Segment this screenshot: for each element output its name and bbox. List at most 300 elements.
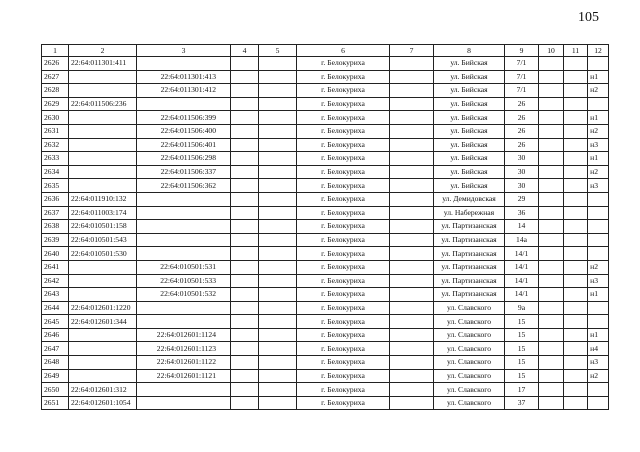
table-cell: [539, 328, 564, 342]
table-cell: 2648: [42, 356, 69, 370]
table-cell: г. Белокуриха: [297, 206, 390, 220]
table-cell: 2639: [42, 233, 69, 247]
table-cell: [137, 396, 231, 410]
table-cell: ул. Бийская: [434, 179, 505, 193]
table-cell: [539, 206, 564, 220]
table-cell: [69, 152, 137, 166]
table-row: [42, 301, 609, 315]
table-cell: [390, 274, 434, 288]
table-cell: 22:64:011003:174: [69, 206, 137, 220]
table-cell: [259, 396, 297, 410]
table-cell: 22:64:011301:411: [69, 57, 137, 71]
table-cell: [259, 274, 297, 288]
table-cell: г. Белокуриха: [297, 70, 390, 84]
table-cell: н2: [588, 165, 609, 179]
table-cell: [390, 233, 434, 247]
table-cell: 22:64:011506:298: [137, 152, 231, 166]
table-cell: [137, 233, 231, 247]
table-cell: н2: [588, 84, 609, 98]
table-cell: г. Белокуриха: [297, 220, 390, 234]
table-cell: [539, 97, 564, 111]
table-cell: ул. Партизанская: [434, 274, 505, 288]
table-cell: 36: [505, 206, 539, 220]
table-cell: [259, 328, 297, 342]
table-row: [42, 260, 609, 274]
table-cell: [231, 138, 259, 152]
table-cell: 22:64:010501:531: [137, 260, 231, 274]
table-cell: н1: [588, 70, 609, 84]
table-cell: 30: [505, 179, 539, 193]
table-cell: г. Белокуриха: [297, 233, 390, 247]
table-cell: [259, 70, 297, 84]
table-cell: [588, 383, 609, 397]
column-header: 7: [390, 45, 434, 57]
column-header: 12: [588, 45, 609, 57]
table-cell: [564, 97, 588, 111]
table-cell: [69, 328, 137, 342]
table-cell: [564, 328, 588, 342]
table-cell: [564, 70, 588, 84]
table-cell: 15: [505, 315, 539, 329]
table-cell: [137, 192, 231, 206]
table-cell: [588, 192, 609, 206]
table-cell: 2629: [42, 97, 69, 111]
table-cell: [539, 383, 564, 397]
table-cell: 14а: [505, 233, 539, 247]
table-row: [42, 124, 609, 138]
table-row: [42, 356, 609, 370]
table-cell: 2630: [42, 111, 69, 125]
table-cell: [69, 70, 137, 84]
table-row: [42, 179, 609, 193]
table-cell: 9а: [505, 301, 539, 315]
table-cell: ул. Партизанская: [434, 220, 505, 234]
table-cell: [69, 356, 137, 370]
table-cell: [539, 342, 564, 356]
table-cell: 30: [505, 165, 539, 179]
table-cell: [231, 111, 259, 125]
table-cell: [539, 220, 564, 234]
table-cell: [231, 152, 259, 166]
table-cell: [259, 260, 297, 274]
table-cell: [390, 396, 434, 410]
table-cell: ул. Славского: [434, 315, 505, 329]
table-cell: г. Белокуриха: [297, 192, 390, 206]
table-cell: г. Белокуриха: [297, 356, 390, 370]
table-cell: [69, 260, 137, 274]
table-row: [42, 165, 609, 179]
table-cell: г. Белокуриха: [297, 301, 390, 315]
table-cell: [259, 138, 297, 152]
table-cell: 22:64:011301:413: [137, 70, 231, 84]
table-cell: ул. Славского: [434, 356, 505, 370]
table-cell: ул. Бийская: [434, 152, 505, 166]
table-cell: [69, 274, 137, 288]
table-cell: 2632: [42, 138, 69, 152]
table-cell: [259, 301, 297, 315]
table-row: [42, 97, 609, 111]
table-cell: [69, 342, 137, 356]
table-cell: [588, 233, 609, 247]
table-cell: 22:64:011301:412: [137, 84, 231, 98]
table-cell: [588, 315, 609, 329]
table-cell: [231, 260, 259, 274]
table-cell: [231, 288, 259, 302]
table-cell: ул. Бийская: [434, 165, 505, 179]
table-cell: [564, 192, 588, 206]
table-cell: ул. Бийская: [434, 97, 505, 111]
table-cell: [231, 192, 259, 206]
table-row: [42, 192, 609, 206]
table-cell: 2628: [42, 84, 69, 98]
table-cell: 2626: [42, 57, 69, 71]
table-cell: 22:64:011506:362: [137, 179, 231, 193]
table-cell: [539, 260, 564, 274]
table-cell: [231, 274, 259, 288]
table-cell: [231, 70, 259, 84]
table-cell: 15: [505, 356, 539, 370]
table-cell: [69, 84, 137, 98]
register-table: [41, 44, 609, 410]
table-cell: [564, 220, 588, 234]
table-row: [42, 288, 609, 302]
table-cell: [390, 288, 434, 302]
table-cell: [259, 288, 297, 302]
table-cell: 7/1: [505, 70, 539, 84]
table-cell: 2645: [42, 315, 69, 329]
table-cell: 2642: [42, 274, 69, 288]
table-cell: н2: [588, 369, 609, 383]
table-cell: 14: [505, 220, 539, 234]
table-cell: [390, 111, 434, 125]
table-cell: 15: [505, 369, 539, 383]
table-cell: 22:64:012601:1220: [69, 301, 137, 315]
table-cell: ул. Бийская: [434, 57, 505, 71]
column-header: 10: [539, 45, 564, 57]
table-cell: [390, 165, 434, 179]
table-cell: ул. Партизанская: [434, 233, 505, 247]
table-cell: [588, 57, 609, 71]
table-cell: [588, 396, 609, 410]
table-cell: [259, 247, 297, 261]
table-cell: [259, 97, 297, 111]
column-header: 8: [434, 45, 505, 57]
table-cell: [69, 124, 137, 138]
table-cell: [539, 165, 564, 179]
table-cell: [69, 179, 137, 193]
table-cell: [390, 301, 434, 315]
table-cell: н3: [588, 356, 609, 370]
table-cell: [231, 356, 259, 370]
table-cell: 2627: [42, 70, 69, 84]
table-row: [42, 206, 609, 220]
table-body: [42, 57, 609, 410]
column-header: 4: [231, 45, 259, 57]
column-header: 6: [297, 45, 390, 57]
table-cell: [564, 111, 588, 125]
table-cell: ул. Славского: [434, 383, 505, 397]
table-cell: [259, 57, 297, 71]
table-cell: 22:64:012601:312: [69, 383, 137, 397]
table-cell: [564, 369, 588, 383]
table-cell: 26: [505, 124, 539, 138]
table-cell: [137, 315, 231, 329]
header-row: [42, 45, 609, 57]
table-cell: н2: [588, 124, 609, 138]
table-cell: 37: [505, 396, 539, 410]
table-row: [42, 70, 609, 84]
column-header: 3: [137, 45, 231, 57]
table-cell: [564, 356, 588, 370]
table-cell: [539, 288, 564, 302]
table-cell: [390, 369, 434, 383]
table-cell: [588, 247, 609, 261]
table-cell: [69, 369, 137, 383]
table-cell: [564, 301, 588, 315]
table-cell: 22:64:012601:1122: [137, 356, 231, 370]
table-cell: 22:64:010501:530: [69, 247, 137, 261]
table-cell: [588, 206, 609, 220]
table-cell: н3: [588, 274, 609, 288]
table-cell: [231, 383, 259, 397]
table-cell: 29: [505, 192, 539, 206]
table-cell: [539, 84, 564, 98]
table-cell: [259, 356, 297, 370]
table-cell: 26: [505, 138, 539, 152]
table-cell: [539, 192, 564, 206]
table-cell: [390, 138, 434, 152]
table-cell: [259, 152, 297, 166]
table-cell: [539, 274, 564, 288]
table-cell: 22:64:012601:1124: [137, 328, 231, 342]
table-cell: [390, 192, 434, 206]
table-cell: [231, 165, 259, 179]
table-cell: [564, 274, 588, 288]
table-cell: 22:64:011506:399: [137, 111, 231, 125]
table-cell: 15: [505, 342, 539, 356]
table-cell: 14/1: [505, 260, 539, 274]
table-cell: [231, 84, 259, 98]
table-cell: 2643: [42, 288, 69, 302]
table-cell: [564, 396, 588, 410]
table-cell: н4: [588, 342, 609, 356]
table-cell: [564, 342, 588, 356]
table-cell: [231, 97, 259, 111]
table-cell: 22:64:012601:1123: [137, 342, 231, 356]
table-cell: [564, 152, 588, 166]
table-cell: 26: [505, 111, 539, 125]
table-cell: [588, 301, 609, 315]
table-cell: [259, 315, 297, 329]
table-cell: г. Белокуриха: [297, 247, 390, 261]
table-cell: [259, 220, 297, 234]
table-cell: [539, 247, 564, 261]
table-cell: ул. Славского: [434, 342, 505, 356]
table-cell: г. Белокуриха: [297, 138, 390, 152]
table-cell: [390, 247, 434, 261]
table-cell: г. Белокуриха: [297, 260, 390, 274]
table-row: [42, 138, 609, 152]
table-cell: [539, 111, 564, 125]
table-cell: 2651: [42, 396, 69, 410]
table-cell: [231, 328, 259, 342]
table-cell: 17: [505, 383, 539, 397]
table-cell: [259, 111, 297, 125]
table-cell: [539, 179, 564, 193]
table-cell: 2647: [42, 342, 69, 356]
table-cell: [69, 288, 137, 302]
table-row: [42, 274, 609, 288]
table-cell: [390, 220, 434, 234]
page-number: 105: [578, 10, 599, 25]
table-cell: 22:64:010501:533: [137, 274, 231, 288]
table-cell: [564, 84, 588, 98]
table-cell: [137, 206, 231, 220]
table-cell: 26: [505, 97, 539, 111]
table-cell: [137, 57, 231, 71]
table-cell: [564, 206, 588, 220]
table-cell: г. Белокуриха: [297, 165, 390, 179]
table-cell: н1: [588, 288, 609, 302]
table-row: [42, 233, 609, 247]
table-cell: [69, 165, 137, 179]
table-cell: [564, 138, 588, 152]
table-cell: [137, 301, 231, 315]
table-cell: н1: [588, 328, 609, 342]
table-cell: 22:64:010501:543: [69, 233, 137, 247]
table-cell: [564, 288, 588, 302]
table-row: [42, 220, 609, 234]
table-cell: [231, 342, 259, 356]
table-row: [42, 84, 609, 98]
table-row: [42, 111, 609, 125]
table-cell: [390, 152, 434, 166]
table-cell: 2637: [42, 206, 69, 220]
table-cell: [390, 342, 434, 356]
table-cell: [259, 383, 297, 397]
table-cell: [231, 247, 259, 261]
table-cell: г. Белокуриха: [297, 396, 390, 410]
table-cell: 14/1: [505, 288, 539, 302]
table-cell: [390, 260, 434, 274]
table-cell: 22:64:011506:236: [69, 97, 137, 111]
table-cell: [390, 356, 434, 370]
table-cell: г. Белокуриха: [297, 179, 390, 193]
table-cell: г. Белокуриха: [297, 124, 390, 138]
table-cell: [390, 206, 434, 220]
table-cell: [390, 124, 434, 138]
table-cell: г. Белокуриха: [297, 369, 390, 383]
table-cell: 2633: [42, 152, 69, 166]
table-cell: [259, 233, 297, 247]
table-cell: [564, 179, 588, 193]
table-cell: н1: [588, 111, 609, 125]
table-cell: [390, 84, 434, 98]
table-cell: [539, 138, 564, 152]
table-cell: г. Белокуриха: [297, 288, 390, 302]
table-row: [42, 383, 609, 397]
table-cell: 30: [505, 152, 539, 166]
table-cell: н1: [588, 152, 609, 166]
table-cell: 14/1: [505, 274, 539, 288]
table-cell: ул. Славского: [434, 396, 505, 410]
table-cell: [564, 57, 588, 71]
table-cell: [137, 97, 231, 111]
table-cell: [564, 124, 588, 138]
table-cell: г. Белокуриха: [297, 84, 390, 98]
table-cell: [231, 57, 259, 71]
table-cell: 7/1: [505, 57, 539, 71]
table-cell: 22:64:011506:401: [137, 138, 231, 152]
table-cell: [137, 383, 231, 397]
table-cell: 22:64:010501:532: [137, 288, 231, 302]
table-cell: [539, 301, 564, 315]
table-cell: г. Белокуриха: [297, 97, 390, 111]
table-cell: 14/1: [505, 247, 539, 261]
table-cell: [231, 233, 259, 247]
table-cell: [259, 179, 297, 193]
table-cell: ул. Демидовская: [434, 192, 505, 206]
table-cell: [231, 301, 259, 315]
table-cell: г. Белокуриха: [297, 152, 390, 166]
table-row: [42, 57, 609, 71]
table-cell: [390, 383, 434, 397]
table-row: [42, 247, 609, 261]
table-cell: н3: [588, 179, 609, 193]
table-cell: 22:64:010501:158: [69, 220, 137, 234]
column-header: 1: [42, 45, 69, 57]
table-cell: [137, 220, 231, 234]
table-cell: ул. Партизанская: [434, 288, 505, 302]
table-cell: 2631: [42, 124, 69, 138]
table-row: [42, 328, 609, 342]
table-cell: 2650: [42, 383, 69, 397]
table-cell: [588, 97, 609, 111]
table-cell: [259, 124, 297, 138]
table-cell: [390, 70, 434, 84]
table-cell: 22:64:011910:132: [69, 192, 137, 206]
table-cell: [259, 84, 297, 98]
column-header: 9: [505, 45, 539, 57]
table-cell: г. Белокуриха: [297, 315, 390, 329]
table-cell: [231, 220, 259, 234]
table-cell: ул. Набережная: [434, 206, 505, 220]
table-cell: [539, 396, 564, 410]
table-cell: [259, 342, 297, 356]
table-cell: ул. Славского: [434, 328, 505, 342]
table-cell: [231, 124, 259, 138]
table-cell: 2646: [42, 328, 69, 342]
table-cell: н3: [588, 138, 609, 152]
table-cell: ул. Бийская: [434, 138, 505, 152]
table-cell: [231, 396, 259, 410]
table-cell: 2634: [42, 165, 69, 179]
table-cell: [390, 315, 434, 329]
table-cell: [539, 124, 564, 138]
table-cell: [564, 315, 588, 329]
table-cell: [564, 165, 588, 179]
table-row: [42, 369, 609, 383]
table-row: [42, 315, 609, 329]
table-cell: 22:64:011506:400: [137, 124, 231, 138]
table-cell: н2: [588, 260, 609, 274]
table-cell: [539, 315, 564, 329]
table-cell: [539, 70, 564, 84]
table-cell: ул. Бийская: [434, 111, 505, 125]
table-cell: 2640: [42, 247, 69, 261]
table-cell: [390, 328, 434, 342]
table-cell: [390, 179, 434, 193]
